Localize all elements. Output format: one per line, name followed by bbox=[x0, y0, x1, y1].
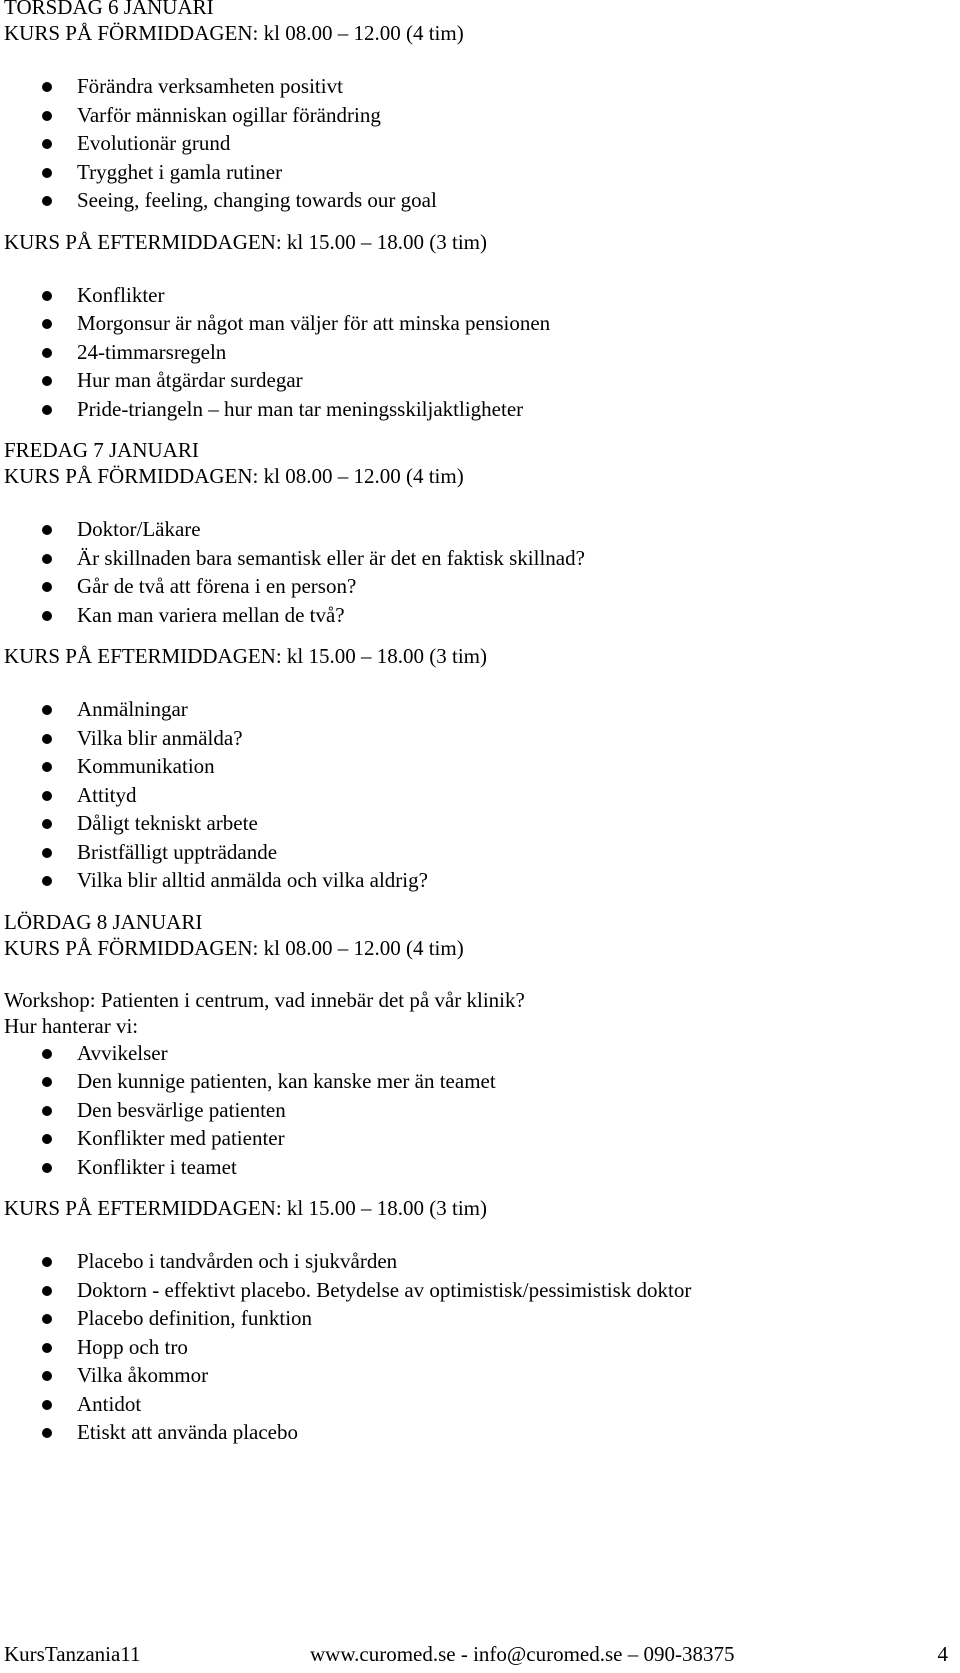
list-item-text: Vilka blir anmälda? bbox=[77, 725, 243, 750]
bullet-icon bbox=[42, 1400, 52, 1410]
bullet-icon bbox=[42, 291, 52, 301]
day-section bbox=[4, 437, 944, 895]
list-item bbox=[4, 866, 944, 895]
bullet-icon bbox=[42, 1049, 52, 1059]
list-item bbox=[4, 158, 944, 187]
list-item bbox=[4, 781, 944, 810]
bullet-icon bbox=[42, 762, 52, 772]
list-item-text: Hur man åtgärdar surdegar bbox=[77, 368, 303, 392]
list-item-text: Konflikter bbox=[77, 282, 165, 307]
list-item bbox=[4, 695, 944, 724]
list-item-text: Går de två att förena i en person? bbox=[77, 574, 357, 598]
list-item bbox=[4, 544, 944, 573]
list-item bbox=[4, 809, 944, 838]
list-item bbox=[4, 395, 944, 424]
footer-course-name: KursTanzania11 bbox=[4, 1642, 141, 1666]
list-item-text: Vilka åkommor bbox=[77, 1363, 209, 1387]
bullet-icon bbox=[42, 848, 52, 858]
bullet-icon bbox=[42, 611, 52, 621]
list-item bbox=[4, 752, 944, 781]
list-item bbox=[4, 1361, 944, 1390]
list-item-text: Förändra verksamheten positivt bbox=[77, 74, 343, 98]
bullet-icon bbox=[42, 348, 52, 358]
bullet-icon bbox=[42, 196, 52, 206]
spacer bbox=[4, 669, 944, 695]
bullet-icon bbox=[42, 1134, 52, 1144]
footer-contact: www.curomed.se - info@curomed.se – 090-38375 bbox=[310, 1642, 735, 1666]
list-item-text: Placebo i tandvården och i sjukvården bbox=[77, 1249, 398, 1273]
list-item-text: Avvikelser bbox=[77, 1040, 168, 1065]
bullet-icon bbox=[42, 1428, 52, 1438]
spacer bbox=[4, 46, 944, 72]
day-date: FREDAG 7 JANUARI bbox=[4, 438, 199, 462]
bullet-list bbox=[4, 1039, 944, 1182]
bullet-icon bbox=[42, 1077, 52, 1087]
bullet-icon bbox=[42, 1163, 52, 1173]
list-item bbox=[4, 281, 944, 310]
list-item bbox=[4, 1096, 944, 1125]
session-heading: KURS PÅ EFTERMIDDAGEN: kl 15.00 – 18.00 (3 tim) bbox=[4, 1196, 488, 1220]
bullet-icon bbox=[42, 319, 52, 329]
bullet-icon bbox=[42, 1371, 52, 1381]
list-item-text: Anmälningar bbox=[77, 697, 188, 721]
list-item-text: Varför människan ogillar förändring bbox=[77, 102, 381, 127]
bullet-icon bbox=[42, 82, 52, 92]
list-item-text: Placebo definition, funktion bbox=[77, 1306, 313, 1330]
document-page bbox=[4, 0, 944, 1447]
bullet-icon bbox=[42, 111, 52, 121]
bullet-list bbox=[4, 515, 944, 629]
spacer bbox=[4, 423, 944, 437]
list-item-text: Seeing, feeling, changing towards our goal bbox=[77, 188, 437, 212]
day-date: LÖRDAG 8 JANUARI bbox=[4, 909, 203, 934]
list-item bbox=[4, 1124, 944, 1153]
list-item-text: Doktor/Läkare bbox=[77, 517, 201, 541]
list-item bbox=[4, 186, 944, 215]
list-item-text: Vilka blir alltid anmälda och vilka aldrig? bbox=[77, 868, 428, 892]
session-heading: KURS PÅ FÖRMIDDAGEN: kl 08.00 – 12.00 (4 tim) bbox=[4, 21, 464, 45]
spacer bbox=[4, 489, 944, 515]
spacer bbox=[4, 255, 944, 281]
list-item bbox=[4, 515, 944, 544]
session-heading: KURS PÅ FÖRMIDDAGEN: kl 08.00 – 12.00 (4 tim) bbox=[4, 935, 464, 960]
list-item-text: Pride-triangeln – hur man tar meningsskiljaktligheter bbox=[77, 396, 524, 421]
list-item bbox=[4, 1333, 944, 1362]
list-item-text: Etiskt att använda placebo bbox=[77, 1420, 299, 1444]
bullet-icon bbox=[42, 554, 52, 564]
list-item-text: Kommunikation bbox=[77, 754, 215, 778]
list-item bbox=[4, 838, 944, 867]
spacer bbox=[4, 215, 944, 229]
day-section bbox=[4, 0, 944, 423]
bullet-icon bbox=[42, 876, 52, 886]
bullet-list bbox=[4, 695, 944, 895]
session-heading: KURS PÅ EFTERMIDDAGEN: kl 15.00 – 18.00 (3 tim) bbox=[4, 644, 488, 668]
spacer bbox=[4, 629, 944, 643]
list-item-text: Den besvärlige patienten bbox=[77, 1097, 286, 1122]
list-item-text: Morgonsur är något man väljer för att minska pensionen bbox=[77, 311, 551, 335]
day-date: TORSDAG 6 JANUARI bbox=[4, 0, 214, 19]
bullet-icon bbox=[42, 168, 52, 178]
bullet-icon bbox=[42, 1106, 52, 1116]
footer-page-number: 4 bbox=[937, 1642, 948, 1666]
list-item bbox=[4, 129, 944, 158]
spacer bbox=[4, 895, 944, 909]
spacer bbox=[4, 1181, 944, 1195]
bullet-icon bbox=[42, 791, 52, 801]
list-item-text: Attityd bbox=[77, 782, 137, 807]
bullet-icon bbox=[42, 1343, 52, 1353]
page-footer bbox=[4, 1641, 948, 1667]
list-item bbox=[4, 1153, 944, 1182]
bullet-icon bbox=[42, 525, 52, 535]
list-item bbox=[4, 338, 944, 367]
list-item bbox=[4, 1067, 944, 1096]
list-item bbox=[4, 601, 944, 630]
list-item-text: Hopp och tro bbox=[77, 1334, 188, 1359]
list-item bbox=[4, 101, 944, 130]
workshop-subtext: Hur hanterar vi: bbox=[4, 1013, 139, 1038]
list-item bbox=[4, 1390, 944, 1419]
bullet-icon bbox=[42, 139, 52, 149]
bullet-icon bbox=[42, 376, 52, 386]
list-item-text: Evolutionär grund bbox=[77, 131, 231, 155]
bullet-icon bbox=[42, 1314, 52, 1324]
bullet-icon bbox=[42, 582, 52, 592]
spacer bbox=[4, 961, 944, 987]
list-item bbox=[4, 1418, 944, 1447]
list-item bbox=[4, 724, 944, 753]
list-item-text: Bristfälligt uppträdande bbox=[77, 839, 278, 864]
list-item bbox=[4, 72, 944, 101]
list-item-text: 24-timmarsregeln bbox=[77, 339, 227, 364]
day-section bbox=[4, 909, 944, 1447]
list-item bbox=[4, 309, 944, 338]
list-item bbox=[4, 1039, 944, 1068]
bullet-list bbox=[4, 281, 944, 424]
list-item-text: Antidot bbox=[77, 1391, 142, 1416]
list-item bbox=[4, 1276, 944, 1305]
list-item-text: Konflikter i teamet bbox=[77, 1154, 237, 1179]
bullet-list bbox=[4, 72, 944, 215]
list-item bbox=[4, 366, 944, 395]
bullet-icon bbox=[42, 1257, 52, 1267]
list-item-text: Den kunnige patienten, kan kanske mer än teamet bbox=[77, 1069, 496, 1093]
list-item-text: Kan man variera mellan de två? bbox=[77, 602, 345, 627]
list-item-text: Dåligt tekniskt arbete bbox=[77, 811, 258, 835]
list-item-text: Doktorn - effektivt placebo. Betydelse av optimistisk/pessimistisk doktor bbox=[77, 1277, 692, 1302]
session-heading: KURS PÅ EFTERMIDDAGEN: kl 15.00 – 18.00 (3 tim) bbox=[4, 229, 488, 254]
bullet-list bbox=[4, 1247, 944, 1447]
list-item bbox=[4, 1247, 944, 1276]
spacer bbox=[4, 1221, 944, 1247]
bullet-icon bbox=[42, 1286, 52, 1296]
list-item bbox=[4, 572, 944, 601]
bullet-icon bbox=[42, 705, 52, 715]
list-item-text: Trygghet i gamla rutiner bbox=[77, 159, 283, 184]
session-heading: KURS PÅ FÖRMIDDAGEN: kl 08.00 – 12.00 (4 tim) bbox=[4, 464, 464, 488]
list-item-text: Konflikter med patienter bbox=[77, 1126, 285, 1150]
list-item-text: Är skillnaden bara semantisk eller är det en faktisk skillnad? bbox=[77, 545, 585, 570]
bullet-icon bbox=[42, 405, 52, 415]
bullet-icon bbox=[42, 819, 52, 829]
bullet-icon bbox=[42, 734, 52, 744]
workshop-text: Workshop: Patienten i centrum, vad innebär det på vår klinik? bbox=[4, 987, 525, 1012]
list-item bbox=[4, 1304, 944, 1333]
